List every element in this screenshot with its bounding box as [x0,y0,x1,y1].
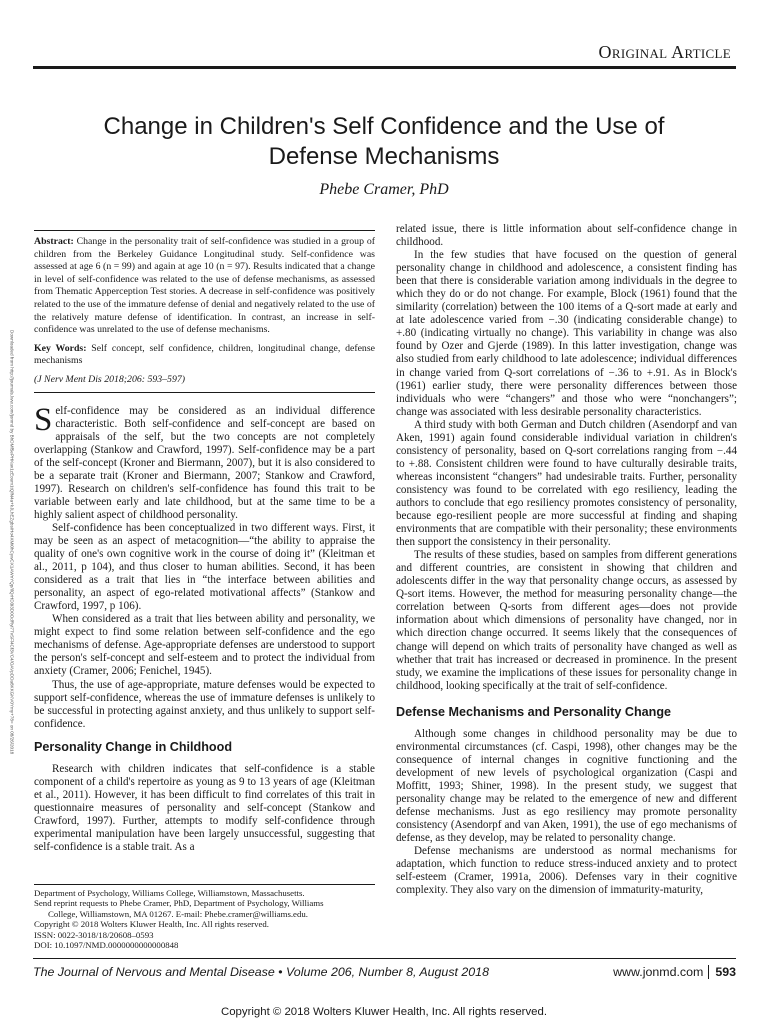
journal-volume: Volume 206, Number 8, August 2018 [286,965,489,979]
page-footer [33,965,736,983]
paragraph: Research with children indicates that self-confidence is a stable component of a child's repertoire as young as 9 to 13 years of age (Kleitman et al., 2011). However, it has been difficult to find correlates of this trait in questionnaire measures of personality and self-concept (Stankow and Crawford, 1997). Further, attempts to modify self-confidence through experimental manipulation have been largely unsuccessful, suggesting that self-confidence is a stable trait. As a [34,762,375,853]
section-heading-defense-mechanisms: Defense Mechanisms and Personality Change [396,704,672,719]
paragraph-intro-text: elf-confidence may be considered as an individual difference characteristic. Both self-confidence and self-concept are based on appraisals of the self, but the two concepts are not completely overlapping (Stankow and Crawford, 1997). Self-confidence may be a part of the self-concept (Kroner and Biermann, 2007), but it is also considered to be a separate trait (Kroner and Biermann, 2007; Stankow and Crawford, 1997). Research on children's self-confidence has found this trait to be variable between early and late childhood, but at the same time to be a highly salient aspect of childhood personality. [34,404,375,521]
drop-cap: S [34,401,53,438]
section-heading-personality-change: Personality Change in Childhood [34,739,233,754]
paragraph: In the few studies that have focused on the question of general personality change in childhood and adolescence, a consistent finding has been that there is considerable variation among individuals in the degree to which they do or do not change. For example, Block (1961) found that the similarity (correlation) between the 100 items of a Q-sort made at early and at late adolescence varied from −.30 (indicating considerable change) to +.80 (indicating virtually no change). This variability in change was also found by Ozer and Gjerde (1989). In this latter investigation, change was also studied from early childhood to late adolescence; individual differences in change varied from Q-sort correlations of −.36 to +.91. As in Block's (1961) earlier study, there were personality differences between those individuals who were “changers” and those who were “nonchangers”; change was associated with less desirable personality characteristics. [396,249,737,418]
abstract-paragraph [34,236,375,337]
abstract-label: Abstract: [34,236,74,247]
article-title: Change in Children's Self Confidence and the Use of Defense Mechanisms [103,113,665,170]
paragraph-intro [34,401,375,522]
citation [34,374,375,387]
paragraph: Although some changes in childhood personality may be due to environmental circumstances (cf. Caspi, 1998), other changes may be the consequence of internal changes in cognitive functioning and the development of new levels of psychological organization (Caspi and Moffitt, 1993; Shiner, 1998). In the present study, we suggest that personality change may be related to the emergence of new and different defense mechanisms. Just as ego resiliency may promote personality consistency (Asendorpf and van Aken, 1991), the use of ego mechanisms of defense, as they develop, may be related to personality change. [396,727,737,845]
footnote-line: Copyright © 2018 Wolters Kluwer Health, Inc. All rights reserved. [34,919,269,930]
footer-journal [33,965,489,979]
paragraph: Self-confidence has been conceptualized in two different ways. First, it may be seen as an aspect of metacognition—“the ability to appraise the quality of one's own cognitive work in the course of doing it” (Kleitman et al., 2011, p 104), and thus closer to human abilities. Second, it has been considered as a trait that lies in “the interface between abilities and personality, an aspect of ego-related motivational affects” (Stankow and Crawford, 1997, p 106). [34,521,375,613]
side-note-text: Downloaded from http://journals.lww.com/jonmd by BhDMf5ePHKav1zEoum1tQfN4a+kJLhEZgbsIHo4XMi0hCywCX1AWnYQp/IlQrHD3i3D0OdRyi7TvSFl4Cf3VC4/OAVpDDa8KKGKV0Ymy+78= on 08/26/2018 [9,330,15,755]
page-number: 593 [708,965,736,979]
article-author: Phebe Cramer, PhD [319,181,449,198]
paragraph: The results of these studies, based on samples from different generations and different countries, are consistent in showing that children and adolescents differ in the way that personality change occurs, as assessed by Q-sort items. However, the method for measuring personality change—the correlation between Q-sorts from different ages—does not provide information about which dimensions of personality have changed, nor in which direction change occurred. It seems likely that the consequences of change will depend on which traits of personality have changed as well as whether that trait has increased or decreased in prominence. In the present study, we examine the implications of these issues for personality change in childhood, looking specifically at the trait of self-confidence. [396,549,737,692]
citation-text: (J Nerv Ment Dis 2018;206: 593–597) [34,373,186,385]
footer-rule [33,958,736,959]
right-column [396,223,737,897]
paragraph: Thus, the use of age-appropriate, mature defenses would be expected to support self-confidence, whereas the use of immature defenses is unlikely to be successful in protecting against anxiety, and thus unlikely to support self-confidence. [34,678,375,730]
section-label: Original Article [598,42,731,62]
header-rule [33,66,736,69]
footer-bullet: • [278,965,283,979]
keywords-text: Self concept, self confidence, children, longitudinal change, defense mechanisms [34,342,375,367]
paragraph: Defense mechanisms are understood as normal mechanisms for adaptation, which function to reduce stress-induced anxiety and to protect self-esteem (Cramer, 1991a, 2006). Defenses vary in their cognitive complexity. They also vary on the dimension of immaturity-maturity, [396,845,737,897]
abstract-box [34,230,375,393]
right-body [396,223,737,897]
journal-name: The Journal of Nervous and Mental Disease [33,965,275,979]
footnote-line: DOI: 10.1097/NMD.0000000000000848 [34,940,179,951]
paragraph: When considered as a trait that lies between ability and personality, we might expect to find some relation between self-confidence and the ego mechanisms of defense. Age-appropriate defenses are understood to support the person's self-concept and self-esteem and to protect the individual from anxiety (Cramer, 2006; Fenichel, 1945). [34,613,375,678]
keywords-paragraph [34,343,375,368]
footnote-line: College, Williamstown, MA 01267. E-mail: Phebe.cramer@williams.edu. [48,908,308,919]
footnote-line: Department of Psychology, Williams College, Williamstown, Massachusetts. [34,888,305,898]
copyright-notice: Copyright © 2018 Wolters Kluwer Health, Inc. All rights reserved. [221,1006,547,1018]
keywords-label: Key Words: [34,342,87,354]
journal-url[interactable]: www.jonmd.com [613,965,704,979]
left-body [34,401,375,855]
left-column [34,230,375,854]
author-footnote [34,884,375,950]
paragraph: related issue, there is little information about self-confidence change in childhood. [396,223,737,249]
download-side-note [4,330,20,755]
footnote-line: ISSN: 0022-3018/18/20608–0593 [34,929,154,940]
paragraph: A third study with both German and Dutch children (Asendorpf and van Aken, 1991) again found considerable individual variation in children's consistency of personality, based on Q-sort correlations ranging from −.44 to +.88. Consistent children were found to have culturally desirable traits, whereas inconsistent “changers” had undesirable traits. Further, personality consistency was found to be correlated with ego resiliency, leading the authors to conclude that ego resiliency promotes consistency of personality, because ego-resilient people are more successful at finding and shaping environments that are compatible with their personality; these environments then support the consistency in their personality. [396,418,737,549]
abstract-text: Change in the personality trait of self-confidence was studied in a group of children from the Berkeley Guidance Longitudinal study. Self-confidence was assessed at age 6 (n = 99) and again at age 10 (n = 97). Results indicated that a change in level of self-confidence was related to the use of defense mechanisms, as assessed from Thematic Apperception Test stories. A decrease in self-confidence was positively related to the use of the immature defense of denial and negatively related to the use of the relatively mature defense of identification. In contrast, an increase in self-confidence was unrelated to the use of defense mechanisms. [34,236,376,336]
footer-right [613,965,736,979]
footnote-line: Send reprint requests to Phebe Cramer, PhD, Department of Psychology, Williams [34,898,324,909]
